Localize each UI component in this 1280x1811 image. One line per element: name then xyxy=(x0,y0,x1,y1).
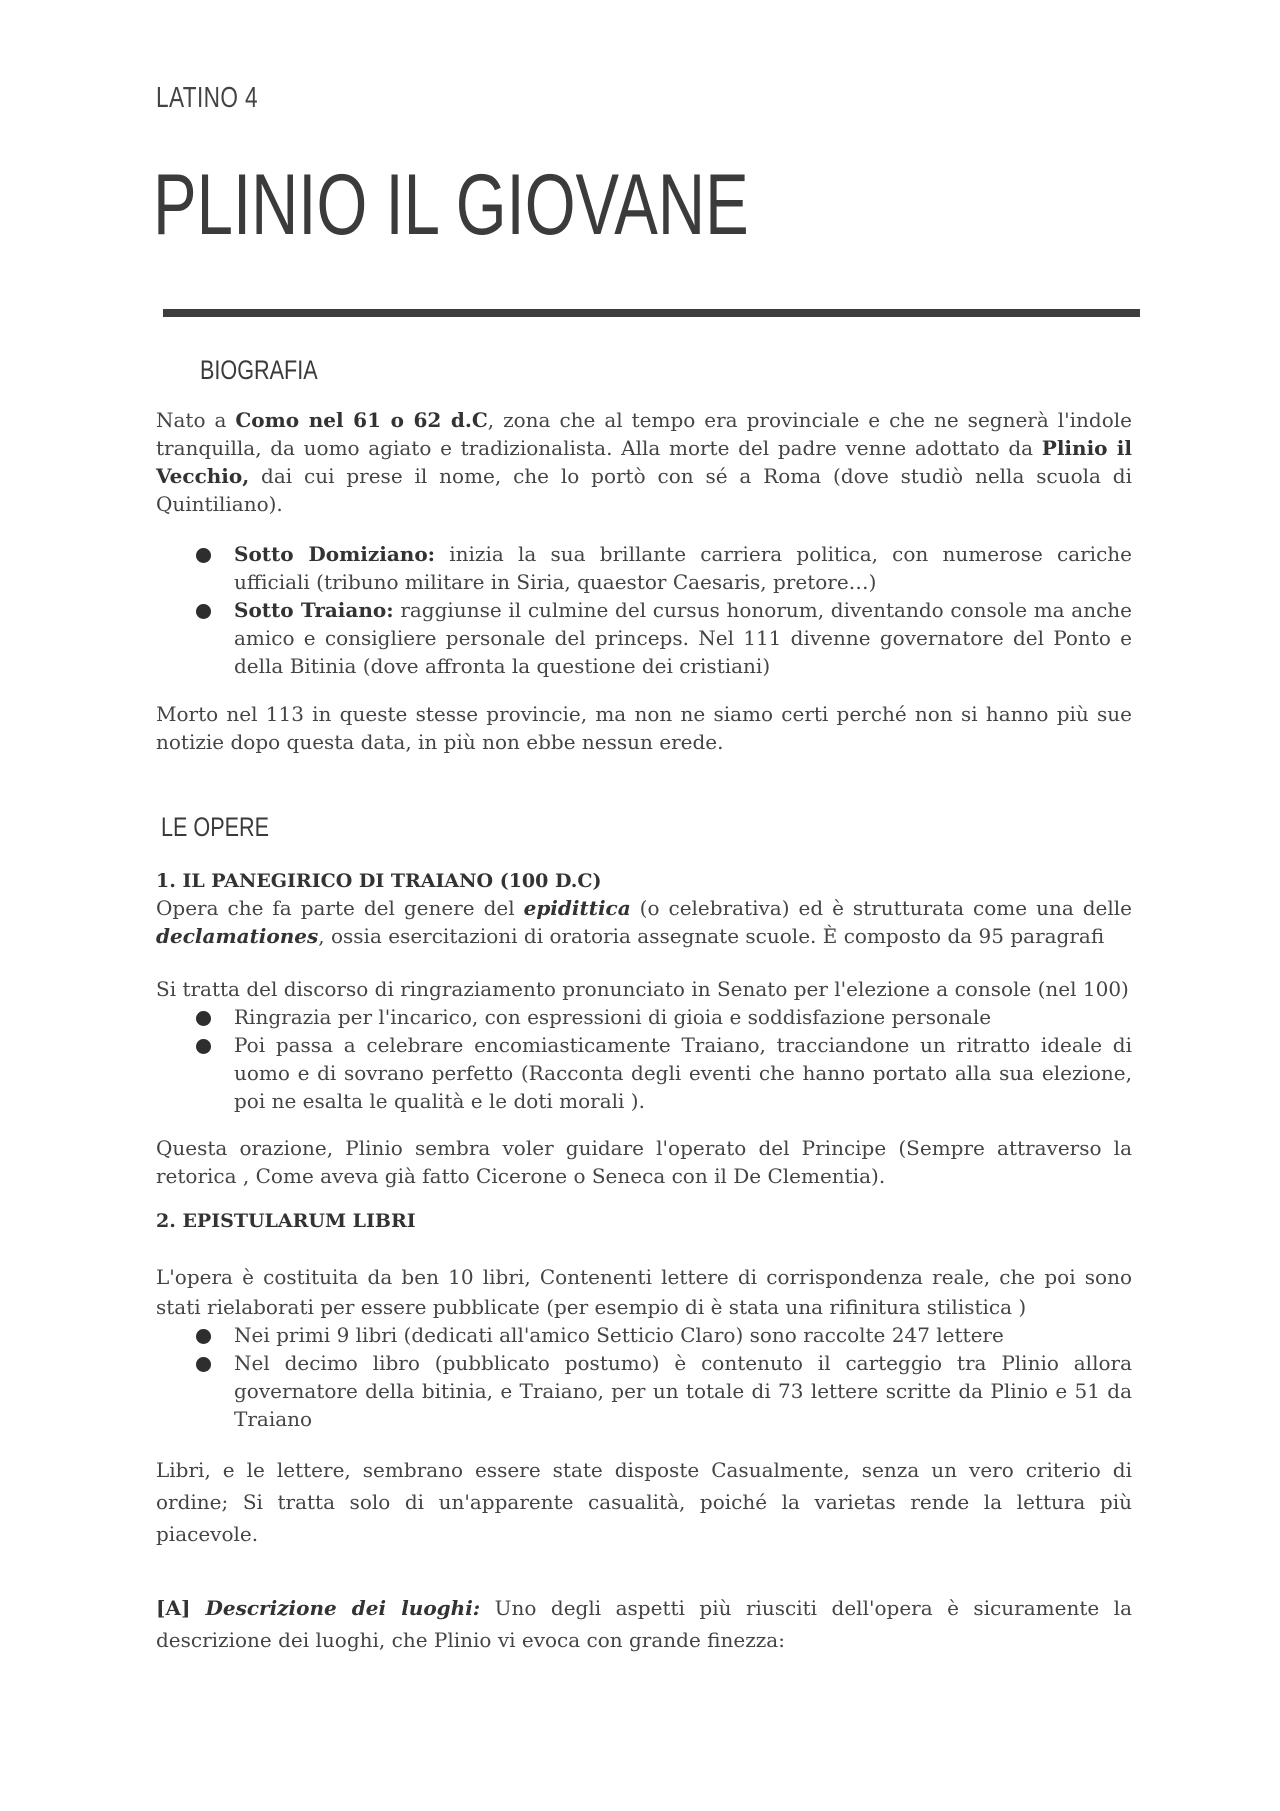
page-title: PLINIO IL GIOVANE xyxy=(153,157,749,253)
epistularum-title: 2. EPISTULARUM LIBRI xyxy=(156,1210,416,1232)
adoptive-father-highlight: Plinio il Vecchio, xyxy=(156,436,1132,488)
birth-highlight: Como nel 61 o 62 d.C xyxy=(235,408,488,432)
epistularum-paragraph-2: Libri, e le lettere, sembrano essere state disposte Casualmente, senza un vero criterio di ordine; Si tratta solo di un'apparente casualità, poiché la varietas rende la lettura più piacevole. xyxy=(156,1458,1132,1546)
bullet-icon xyxy=(196,548,211,563)
panegirico-title: 1. IL PANEGIRICO DI TRAIANO (100 D.C) xyxy=(156,870,602,892)
term-epidittica: epidittica xyxy=(523,896,631,920)
panegirico-paragraph-2: Si tratta del discorso di ringraziamento pronunciato in Senato per l'elezione a console (nel 100) xyxy=(156,977,1129,1001)
list-item: Poi passa a celebrare encomiasticamente Traiano, tracciandone un ritratto ideale di uomo e di sovrano perfetto (Racconta degli eventi che hanno portato alla sua elezione, poi ne esalta le qualità e le doti morali ). xyxy=(156,1031,1132,1115)
biografia-career-list xyxy=(156,540,1132,680)
luoghi-label: Descrizione dei luoghi: xyxy=(205,1596,481,1620)
term-declamationes: declamationes xyxy=(156,924,319,948)
list-item: Sotto Traiano: raggiunse il culmine del cursus honorum, diventando console ma anche amico e consigliere personale del princeps. Nel 111 divenne governatore del Ponto e della Bitinia (dove affronta la questione dei cristiani) xyxy=(156,596,1132,680)
bullet-icon xyxy=(196,1357,211,1372)
section-heading-opere: LE OPERE xyxy=(161,812,270,842)
panegirico-paragraph-1: Opera che fa parte del genere del epidittica (o celebrativa) ed è strutturata come una delle declamationes, ossia esercitazioni di oratoria assegnate scuole. È composto da 95 paragrafi xyxy=(156,896,1132,948)
list-item: Nel decimo libro (pubblicato postumo) è contenuto il carteggio tra Plinio allora governatore della bitinia, e Traiano, per un totale di 73 lettere scritte da Plinio e 51 da Traiano xyxy=(156,1349,1132,1433)
bullet-icon xyxy=(196,1329,211,1344)
list-item: Ringrazia per l'incarico, con espressioni di gioia e soddisfazione personale xyxy=(156,1003,1132,1031)
list-item: Nei primi 9 libri (dedicati all'amico Setticio Claro) sono raccolte 247 lettere xyxy=(156,1321,1132,1349)
list-item: Sotto Domiziano: inizia la sua brillante carriera politica, con numerose cariche ufficiali (tribuno militare in Siria, quaestor Caesaris, pretore…) xyxy=(156,540,1132,596)
biografia-paragraph-2: Morto nel 113 in queste stesse provincie, ma non ne siamo certi perché non si hanno più sue notizie dopo questa data, in più non ebbe nessun erede. xyxy=(156,702,1132,754)
bullet-icon xyxy=(196,604,211,619)
epistularum-list xyxy=(156,1321,1132,1433)
epistularum-paragraph-1: L'opera è costituita da ben 10 libri, Contenenti lettere di corrispondenza reale, che poi sono stati rielaborati per essere pubblicate (per esempio di è stata una rifinitura stilistica ) xyxy=(156,1265,1132,1319)
section-heading-biografia: BIOGRAFIA xyxy=(200,355,318,385)
luoghi-paragraph: [A] Descrizione dei luoghi: Uno degli aspetti più riusciti dell'opera è sicuramente la descrizione dei luoghi, che Plinio vi evoca con grande finezza: xyxy=(156,1596,1132,1652)
bullet-icon xyxy=(196,1011,211,1026)
biografia-paragraph-1: Nato a Como nel 61 o 62 d.C, zona che al tempo era provinciale e che ne segnerà l'indole tranquilla, da uomo agiato e tradizionalista. Alla morte del padre venne adottato da Plinio il Vecchio, dai cui prese il nome, che lo portò con sé a Roma (dove studiò nella scuola di Quintiliano). xyxy=(156,408,1133,516)
bullet-icon xyxy=(196,1039,211,1054)
title-divider xyxy=(163,309,1140,317)
course-label: LATINO 4 xyxy=(156,82,259,114)
panegirico-list xyxy=(156,1003,1132,1115)
panegirico-paragraph-3: Questa orazione, Plinio sembra voler guidare l'operato del Principe (Sempre attraverso la retorica , Come aveva già fatto Cicerone o Seneca con il De Clementia). xyxy=(156,1136,1132,1188)
